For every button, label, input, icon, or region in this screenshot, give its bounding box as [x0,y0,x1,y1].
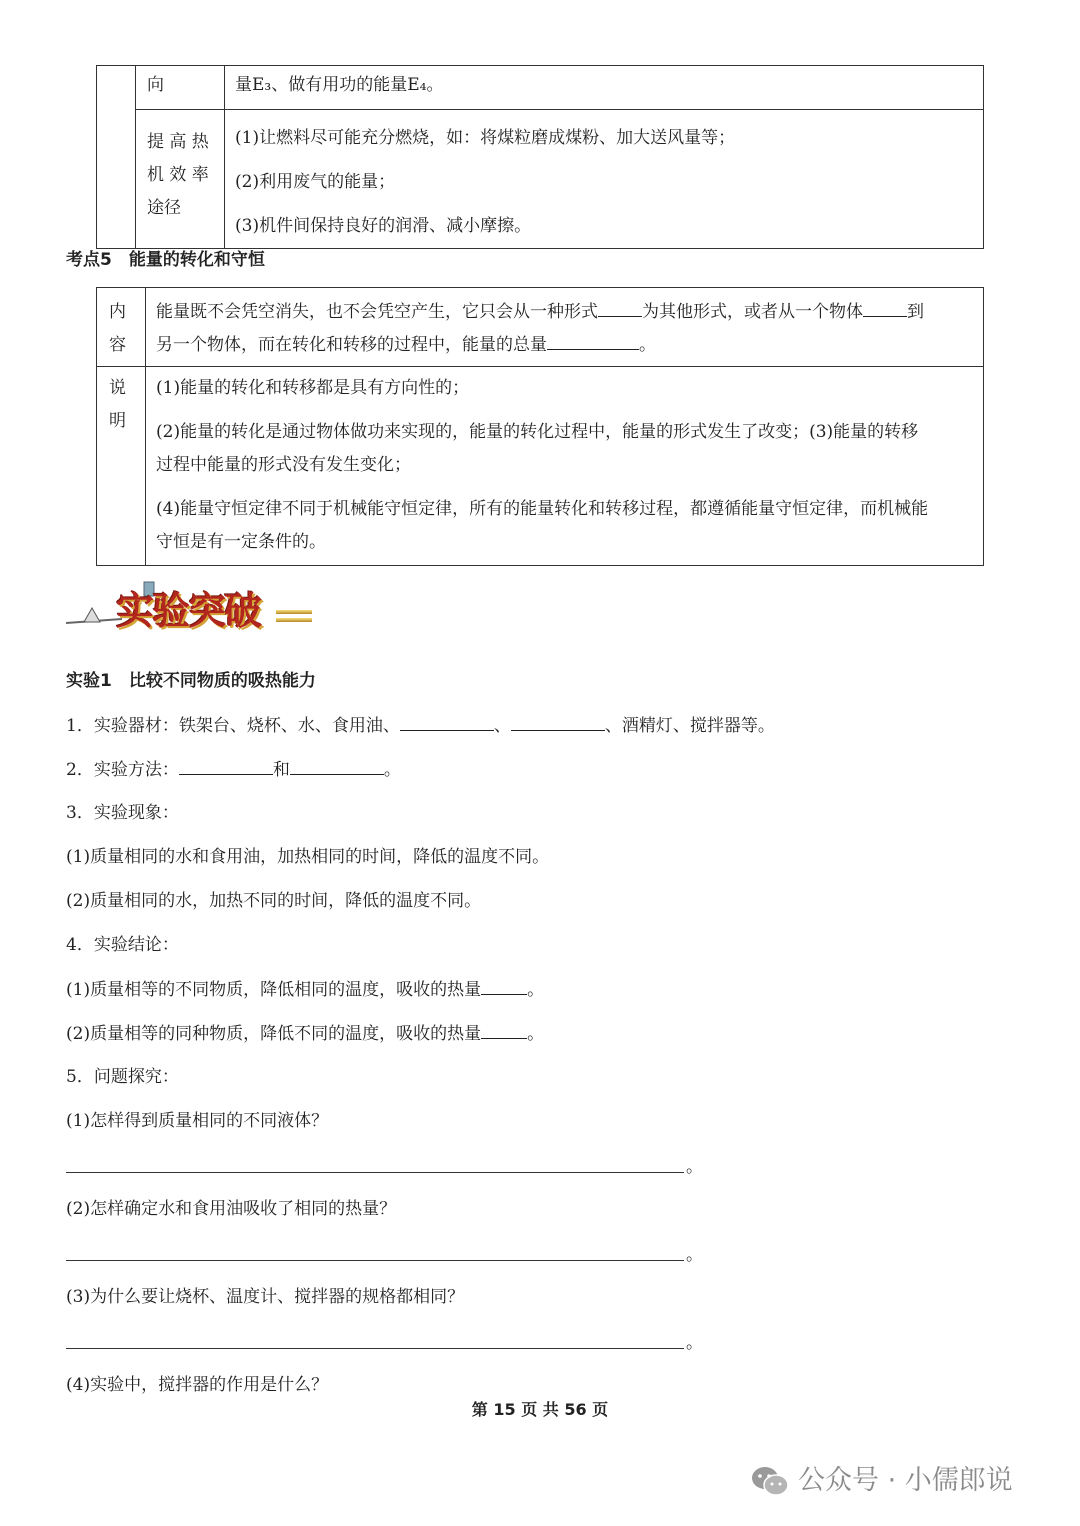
question-2: (2)怎样确定水和食用油吸收了相同的热量？ [66,1199,397,1219]
table1-row1-label-cell [136,66,225,110]
table1-item: (2)利用废气的能量； [235,172,396,192]
item-conclusion: 4．实验结论： [66,935,179,955]
banner-title: 实验突破 [116,589,261,633]
blank-method-2[interactable] [290,758,384,775]
item-method [66,758,401,781]
period: 。 [527,1024,545,1044]
table2-row1-label-line: 容 [109,335,126,355]
item-equipment [66,714,775,737]
question-4: (4)实验中，搅拌器的作用是什么？ [66,1375,329,1395]
table2-row2-content-cell [146,367,984,566]
item2-text-b: 和 [272,760,290,780]
answer-period-1: 。 [686,1157,703,1177]
blank-conclusion-1[interactable] [481,978,527,995]
wechat-icon [750,1464,790,1498]
table1-left-cell [97,66,136,249]
table1-row2-label-cell [136,110,225,249]
conclusion-1 [66,978,544,1001]
page-number: 第 15 页 共 56 页 [471,1400,609,1419]
table2-note: 过程中能量的形式没有发生变化； [156,455,411,475]
table1-row2-content-cell [225,110,984,249]
table1-row1-label: 向 [147,75,164,95]
item1-text-a: 1．实验器材：铁架台、烧杯、水、食用油、 [66,716,400,736]
blank-equipment-2[interactable] [511,714,605,731]
phenomenon-2: (2)质量相同的水，加热不同的时间，降低的温度不同。 [66,891,482,911]
period: 。 [527,980,545,1000]
table2-row2-label-cell [97,367,146,566]
table2-row2-label-line: 说 [109,378,126,398]
answer-line-3[interactable] [66,1348,684,1349]
table1-item: (3)机件间保持良好的润滑、减小摩擦。 [235,216,532,236]
blank-method-1[interactable] [179,758,273,775]
experiment-banner [64,578,316,642]
item-phenomenon: 3．实验现象： [66,803,179,823]
question-1: (1)怎样得到质量相同的不同液体？ [66,1111,329,1131]
section5-title: 考点5 能量的转化和守恒 [66,250,265,270]
table2-row1-line2 [156,329,983,362]
answer-period-3: 。 [686,1333,703,1353]
table2-text-e: 。 [639,335,656,355]
table1-row2-label-line: 途径 [147,198,181,218]
table2-note: (2)能量的转化是通过物体做功来实现的，能量的转化过程中，能量的形式发生了改变；(3)能量的转移 [156,422,919,442]
table1-row2-label-line: 机 效 率 [147,165,209,185]
item-inquiry: 5．问题探究： [66,1067,179,1087]
watermark [750,1460,1050,1504]
table2-row1-label-cell [97,288,146,367]
answer-period-2: 。 [686,1245,703,1265]
table1-row1-content: 量E₃、做有用功的能量E₄。 [235,75,444,95]
item2-text-a: 2．实验方法： [66,760,179,780]
blank-total-energy[interactable] [547,333,639,350]
conclusion-1-text: (1)质量相等的不同物质，降低相同的温度，吸收的热量 [66,980,482,1000]
table2-text-d: 另一个物体，而在转化和转移的过程中，能量的总量 [156,335,547,355]
phenomenon-1: (1)质量相同的水和食用油，加热相同的时间，降低的温度不同。 [66,847,550,867]
experiment-title: 实验1 比较不同物质的吸热能力 [66,671,316,691]
table1-row2-label-line: 提 高 热 [147,132,209,152]
table2-note: (1)能量的转化和转移都是具有方向性的； [156,378,470,398]
answer-line-2[interactable] [66,1260,684,1261]
watermark-text: 公众号 · 小儒郎说 [798,1465,1013,1496]
answer-line-1[interactable] [66,1172,684,1173]
blank-equipment-1[interactable] [400,714,494,731]
conclusion-2-text: (2)质量相等的同种物质，降低不同的温度，吸收的热量 [66,1024,482,1044]
table1-row1-content-cell [225,66,984,110]
table2-note: (4)能量守恒定律不同于机械能守恒定律，所有的能量转化和转移过程，都遵循能量守恒定律，而机械能 [156,499,929,519]
blank-transform[interactable] [598,300,642,317]
table2-text-a: 能量既不会凭空消失，也不会凭空产生，它只会从一种形式 [156,302,598,322]
table2-row2-label-line: 明 [109,411,126,431]
table-energy-conservation [96,287,984,566]
blank-conclusion-2[interactable] [481,1022,527,1039]
item1-sep: 、 [493,716,511,736]
table2-text-c: 到 [907,302,924,322]
table2-note: 守恒是有一定条件的。 [156,532,326,552]
question-3: (3)为什么要让烧杯、温度计、搅拌器的规格都相同？ [66,1287,465,1307]
table2-row1-content-cell [146,288,984,367]
item2-text-c: 。 [383,760,401,780]
blank-transfer[interactable] [863,300,907,317]
table-heat-engine [96,65,984,249]
table2-row1-label-line: 内 [109,302,126,322]
table1-item: (1)让燃料尽可能充分燃烧，如：将煤粒磨成煤粉、加大送风量等； [235,128,736,148]
table2-text-b: 为其他形式，或者从一个物体 [642,302,863,322]
conclusion-2 [66,1022,544,1045]
table2-row1-line1 [156,296,983,329]
item1-text-b: 、酒精灯、搅拌器等。 [604,716,775,736]
